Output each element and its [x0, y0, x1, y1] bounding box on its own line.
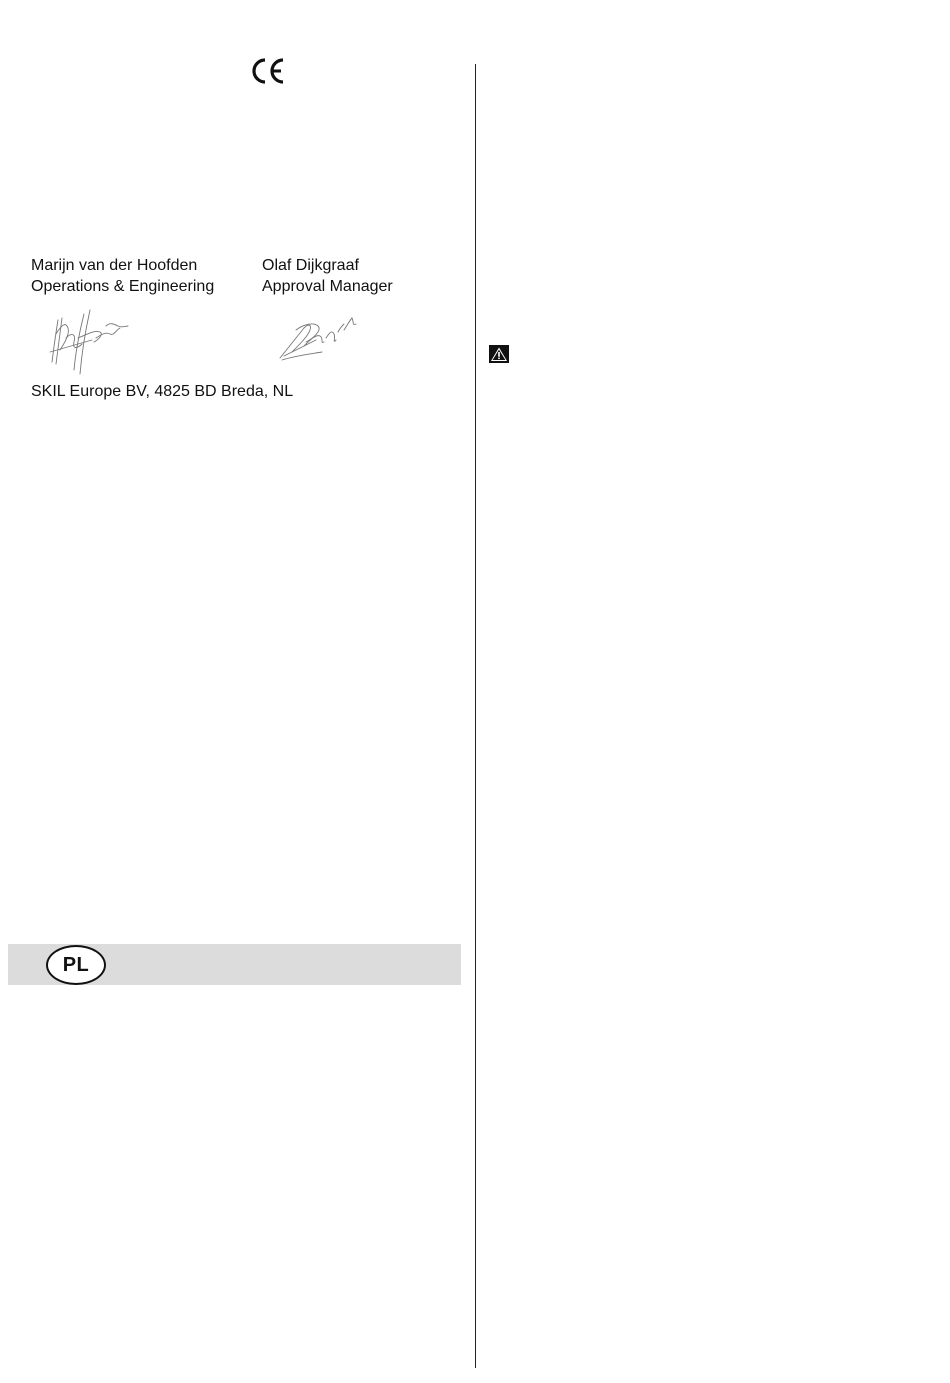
signatory-block-1	[31, 255, 214, 297]
signature-image-2	[274, 310, 360, 366]
warning-triangle-icon	[489, 345, 509, 363]
signatory-name: Marijn van der Hoofden	[31, 257, 198, 274]
company-address: SKIL Europe BV, 4825 BD Breda, NL	[31, 383, 294, 400]
signatory-role: Operations & Engineering	[31, 278, 215, 295]
language-code-badge: PL	[46, 945, 106, 985]
language-section-header	[8, 944, 461, 985]
signature-image-1	[44, 304, 134, 376]
signatory-name: Olaf Dijkgraaf	[262, 257, 359, 274]
ce-mark-icon	[248, 56, 286, 86]
column-divider	[475, 64, 476, 1368]
signatory-block-2	[262, 255, 393, 297]
signatory-role: Approval Manager	[262, 278, 393, 295]
